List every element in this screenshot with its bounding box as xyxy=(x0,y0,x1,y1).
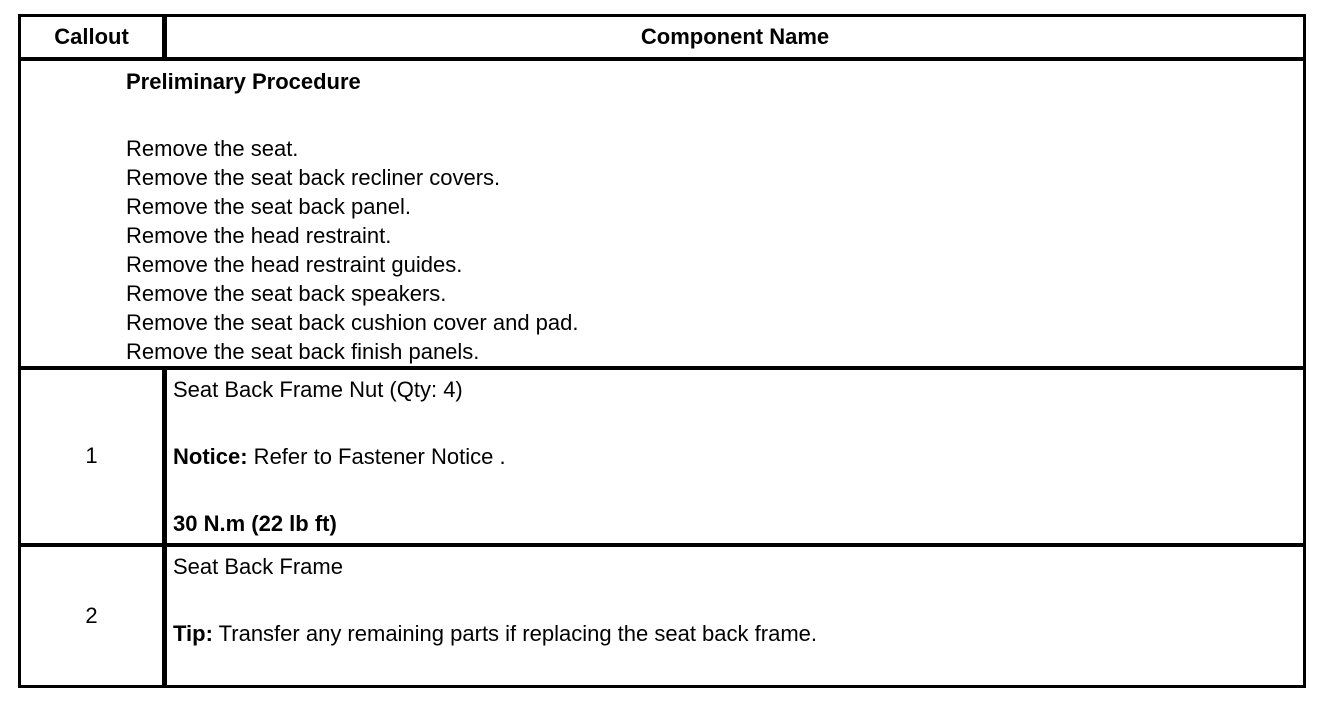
preliminary-step: Remove the seat back recliner covers. xyxy=(126,165,501,190)
preliminary-step: Remove the seat back finish panels. xyxy=(126,339,480,364)
tip-label: Tip: xyxy=(173,621,213,646)
callout-number: 1 xyxy=(85,443,98,468)
preliminary-step: Remove the head restraint. xyxy=(126,223,392,248)
preliminary-procedure-title: Preliminary Procedure xyxy=(126,69,361,94)
component-name: Seat Back Frame xyxy=(173,554,343,579)
component-name-column-header: Component Name xyxy=(640,24,830,49)
callout-cell xyxy=(21,547,167,688)
preliminary-step: Remove the seat back panel. xyxy=(126,194,411,219)
notice-label: Notice: xyxy=(173,444,248,469)
preliminary-procedure-row xyxy=(21,61,1303,370)
preliminary-steps-list xyxy=(126,134,579,366)
callout-number: 2 xyxy=(85,603,98,628)
component-name: Seat Back Frame Nut (Qty: 4) xyxy=(173,377,463,402)
table-header-row xyxy=(21,17,1303,61)
notice-line xyxy=(173,442,506,472)
preliminary-step: Remove the seat back speakers. xyxy=(126,281,447,306)
callout-column-header: Callout xyxy=(21,17,167,57)
component-cell xyxy=(167,370,1303,543)
preliminary-step: Remove the seat back cushion cover and pad. xyxy=(126,310,579,335)
tip-text: Transfer any remaining parts if replacing the seat back frame. xyxy=(212,621,817,646)
procedure-table xyxy=(18,14,1306,688)
preliminary-step: Remove the head restraint guides. xyxy=(126,252,463,277)
torque-spec: 30 N.m (22 lb ft) xyxy=(173,511,337,536)
preliminary-step: Remove the seat. xyxy=(126,136,299,161)
component-cell xyxy=(167,547,1303,688)
tip-line xyxy=(173,619,817,649)
notice-text: Refer to Fastener Notice . xyxy=(247,444,506,469)
callout-cell xyxy=(21,370,167,543)
table-row xyxy=(21,547,1303,688)
table-row xyxy=(21,370,1303,547)
